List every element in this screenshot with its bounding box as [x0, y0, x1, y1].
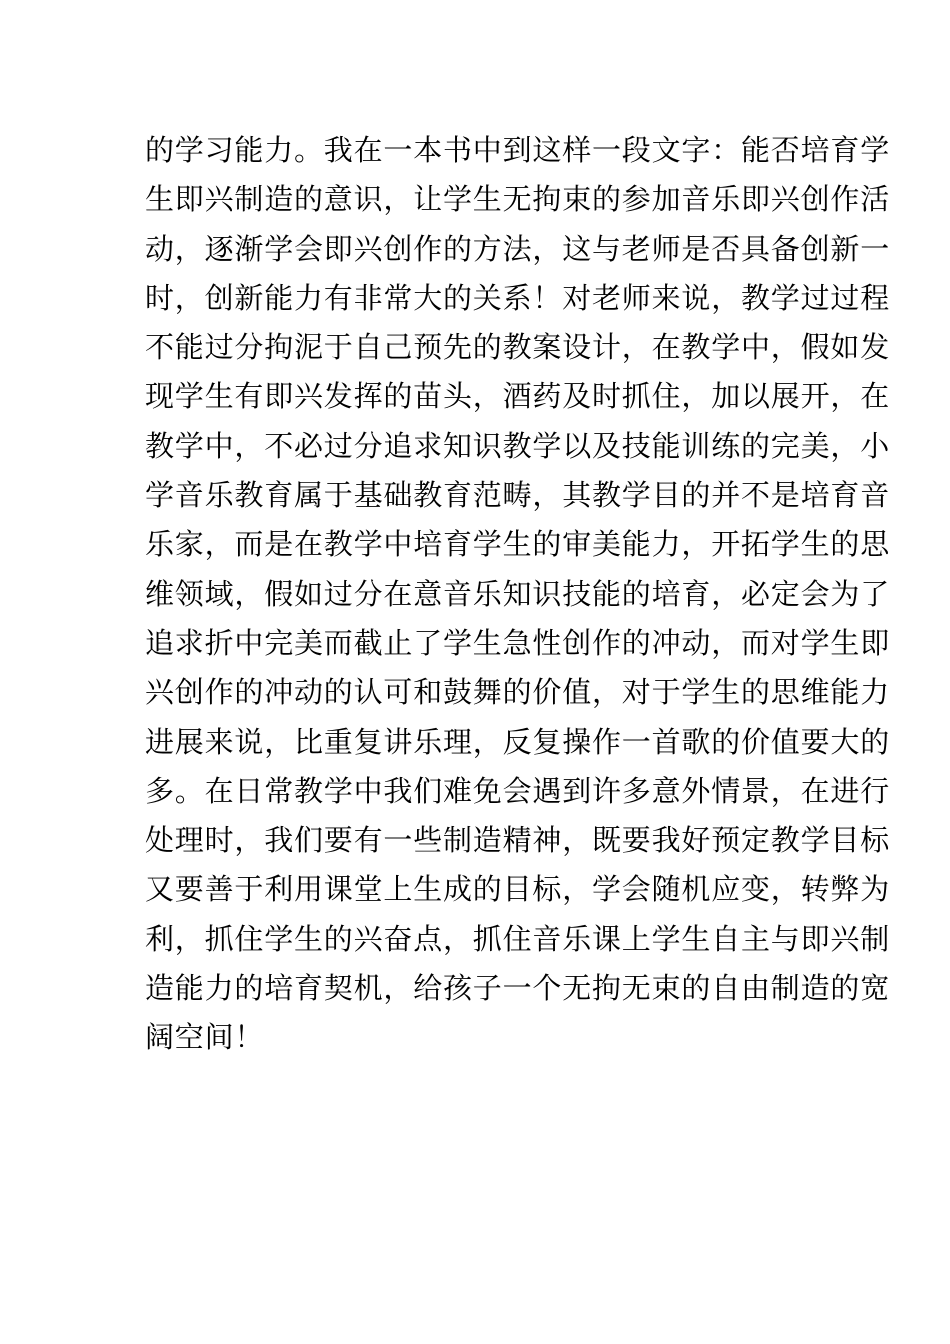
text-line: 时，创新能力有非常大的关系！对老师来说，教学过过程	[145, 280, 891, 315]
text-line: 现学生有即兴发挥的苗头，酒药及时抓住，加以展开，在	[145, 379, 891, 414]
text-line: 造能力的培育契机，给孩子一个无拘无束的自由制造的宽	[145, 971, 891, 1006]
text-line: 利，抓住学生的兴奋点，抓住音乐课上学生自主与即兴制	[145, 921, 891, 956]
text-line: 多。在日常教学中我们难免会遇到许多意外情景，在进行	[145, 773, 891, 808]
text-line: 处理时，我们要有一些制造精神，既要我好预定教学目标	[145, 823, 891, 858]
text-line: 的学习能力。我在一本书中到这样一段文字：能否培育学	[145, 133, 891, 167]
text-line: 又要善于利用课堂上生成的目标，学会随机应变，转弊为	[145, 872, 891, 907]
text-line: 教学中，不必过分追求知识教学以及技能训练的完美，小	[145, 428, 891, 463]
text-line: 生即兴制造的意识，让学生无拘束的参加音乐即兴创作活	[145, 182, 891, 217]
text-line: 追求折中完美而截止了学生急性创作的冲动，而对学生即	[145, 625, 891, 660]
text-line: 乐家，而是在教学中培育学生的审美能力，开拓学生的思	[145, 527, 891, 562]
text-line: 进展来说，比重复讲乐理，反复操作一首歌的价值要大的	[145, 724, 891, 759]
body-paragraph	[145, 126, 891, 1063]
text-line: 维领域，假如过分在意音乐知识技能的培育，必定会为了	[145, 576, 891, 611]
text-line: 动，逐渐学会即兴创作的方法，这与老师是否具备创新一	[145, 231, 891, 266]
text-line: 学音乐教育属于基础教育范畴，其教学目的并不是培育音	[145, 478, 891, 513]
text-line: 兴创作的冲动的认可和鼓舞的价值，对于学生的思维能力	[145, 675, 891, 710]
text-line: 不能过分拘泥于自己预先的教案设计，在教学中，假如发	[145, 330, 891, 365]
text-line: 阔空间！	[145, 1020, 265, 1055]
